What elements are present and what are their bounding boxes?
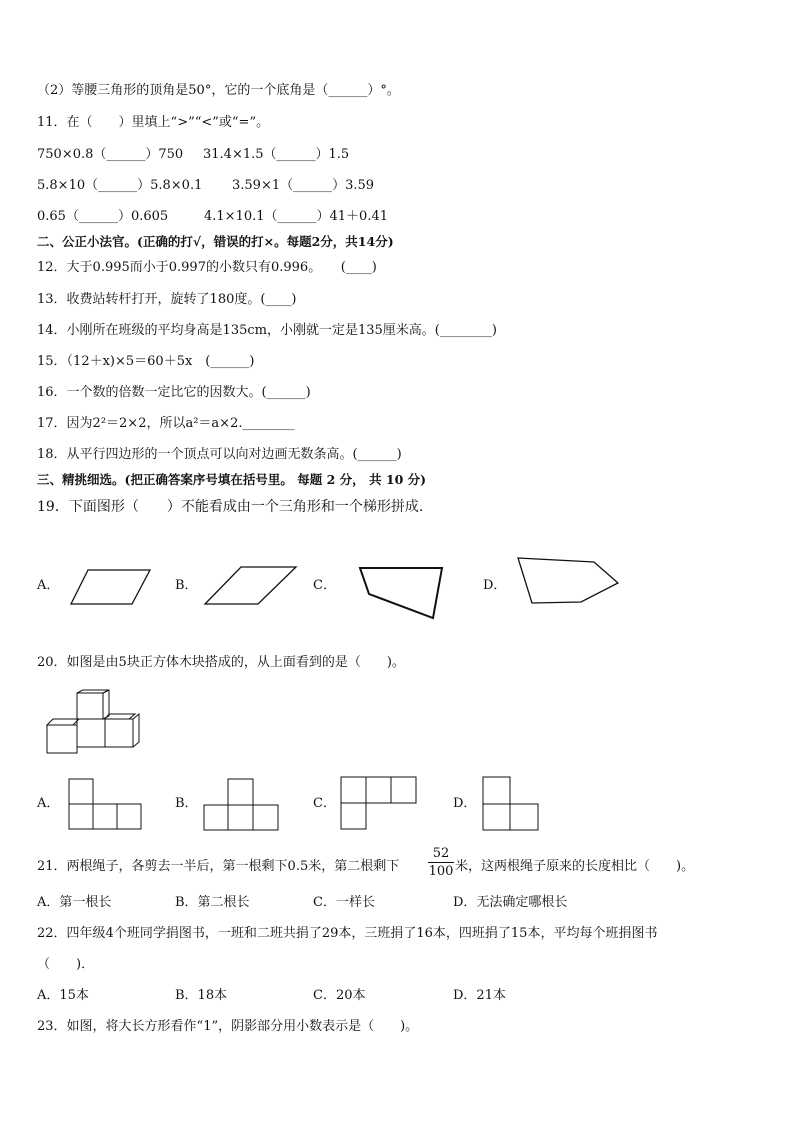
q11-row1-a: 750×0.8（______）750 — [37, 147, 184, 162]
q19: 19．下面图形（ ）不能看成由一个三角形和一个梯形拼成. — [37, 499, 424, 515]
q20-cubes-figure — [43, 690, 143, 756]
q21-fraction-denominator: 100 — [428, 864, 454, 879]
q20-figure-a-top-view — [68, 778, 144, 830]
q21-text-part1: 21．两根绳子，各剪去一半后，第一根剩下0.5米，第二根剩下 — [37, 859, 400, 874]
q13: 13．收费站转杆打开，旋转了180度。(____) — [37, 292, 297, 307]
q23: 23．如图，将大长方形看作“1”，阴影部分用小数表示是（ )。 — [37, 1019, 419, 1034]
q15: 15．（12＋x)×5＝60＋5x (______) — [37, 354, 255, 369]
q11-row2-b: 3.59×1（______）3.59 — [232, 178, 375, 193]
q21-option-d: D．无法确定哪根长 — [453, 895, 568, 910]
q22: 22．四年级4个班同学捐图书，一班和二班共捐了29本，三班捐了16本，四班捐了15本，平均每个班捐图书 — [37, 926, 658, 941]
q14: 14．小刚所在班级的平均身高是135cm，小刚就一定是135厘米高。(________) — [37, 323, 497, 338]
q10-part2: （2）等腰三角形的顶角是50°，它的一个底角是（______）°。 — [37, 83, 400, 98]
q11-row3-b: 4.1×10.1（______）41＋0.41 — [204, 209, 388, 224]
q22-option-a: A．15本 — [37, 988, 89, 1003]
q21-option-b: B．第二根长 — [175, 895, 250, 910]
q19-option-c-label: C． — [313, 578, 336, 593]
q20: 20．如图是由5块正方体木块搭成的，从上面看到的是（ )。 — [37, 655, 405, 670]
q16: 16．一个数的倍数一定比它的因数大。(______) — [37, 385, 311, 400]
q22-option-c: C．20本 — [313, 988, 366, 1003]
q22-option-b: B．18本 — [175, 988, 228, 1003]
section-2-heading: 二、公正小法官。(正确的打√，错误的打×。每题2分，共14分) — [37, 234, 394, 249]
q20-option-d-label: D． — [453, 796, 477, 811]
q20-figure-b-top-view — [203, 778, 281, 832]
q21-fraction-bar — [428, 862, 454, 863]
q19-figure-a-parallelogram — [70, 567, 150, 607]
q20-figure-c-top-view — [340, 776, 420, 830]
q17: 17．因为2²＝2×2，所以a²＝a×2.________ — [37, 416, 295, 431]
q11-row3-a: 0.65（______）0.605 — [37, 209, 169, 224]
q21-option-a: A．第一根长 — [37, 895, 112, 910]
section-3-heading: 三、精挑细选。(把正确答案序号填在括号里。 每题 2 分， 共 10 分) — [37, 472, 427, 487]
q21-text-part2: 米，这两根绳子原来的长度相比（ )。 — [455, 859, 695, 874]
q19-option-b-label: B． — [175, 578, 198, 593]
q19-option-a-label: A． — [37, 578, 60, 593]
q11-row2-a: 5.8×10（______）5.8×0.1 — [37, 178, 203, 193]
q11-row1-b: 31.4×1.5（______）1.5 — [203, 147, 350, 162]
q19-figure-d-pentagon — [514, 556, 620, 606]
q22-answer-bracket: （ )． — [37, 957, 95, 972]
q12: 12．大于0.995而小于0.997的小数只有0.996。 (____) — [37, 260, 377, 275]
q21-option-c: C．一样长 — [313, 895, 375, 910]
q11-title: 11．在（ ）里填上“>”“<”或“=”。 — [37, 115, 270, 130]
q19-option-d-label: D． — [483, 578, 507, 593]
q22-option-d: D．21本 — [453, 988, 506, 1003]
q18: 18．从平行四边形的一个顶点可以向对边画无数条高。(______) — [37, 447, 402, 462]
q19-figure-b-parallelogram — [204, 567, 299, 607]
q20-option-a-label: A． — [37, 796, 60, 811]
q19-figure-c-quadrilateral — [358, 564, 448, 620]
q20-option-b-label: B． — [175, 796, 198, 811]
q21-fraction-numerator: 52 — [432, 846, 450, 861]
q20-figure-d-top-view — [482, 776, 542, 832]
q21-fraction — [428, 846, 454, 879]
q20-option-c-label: C． — [313, 796, 336, 811]
